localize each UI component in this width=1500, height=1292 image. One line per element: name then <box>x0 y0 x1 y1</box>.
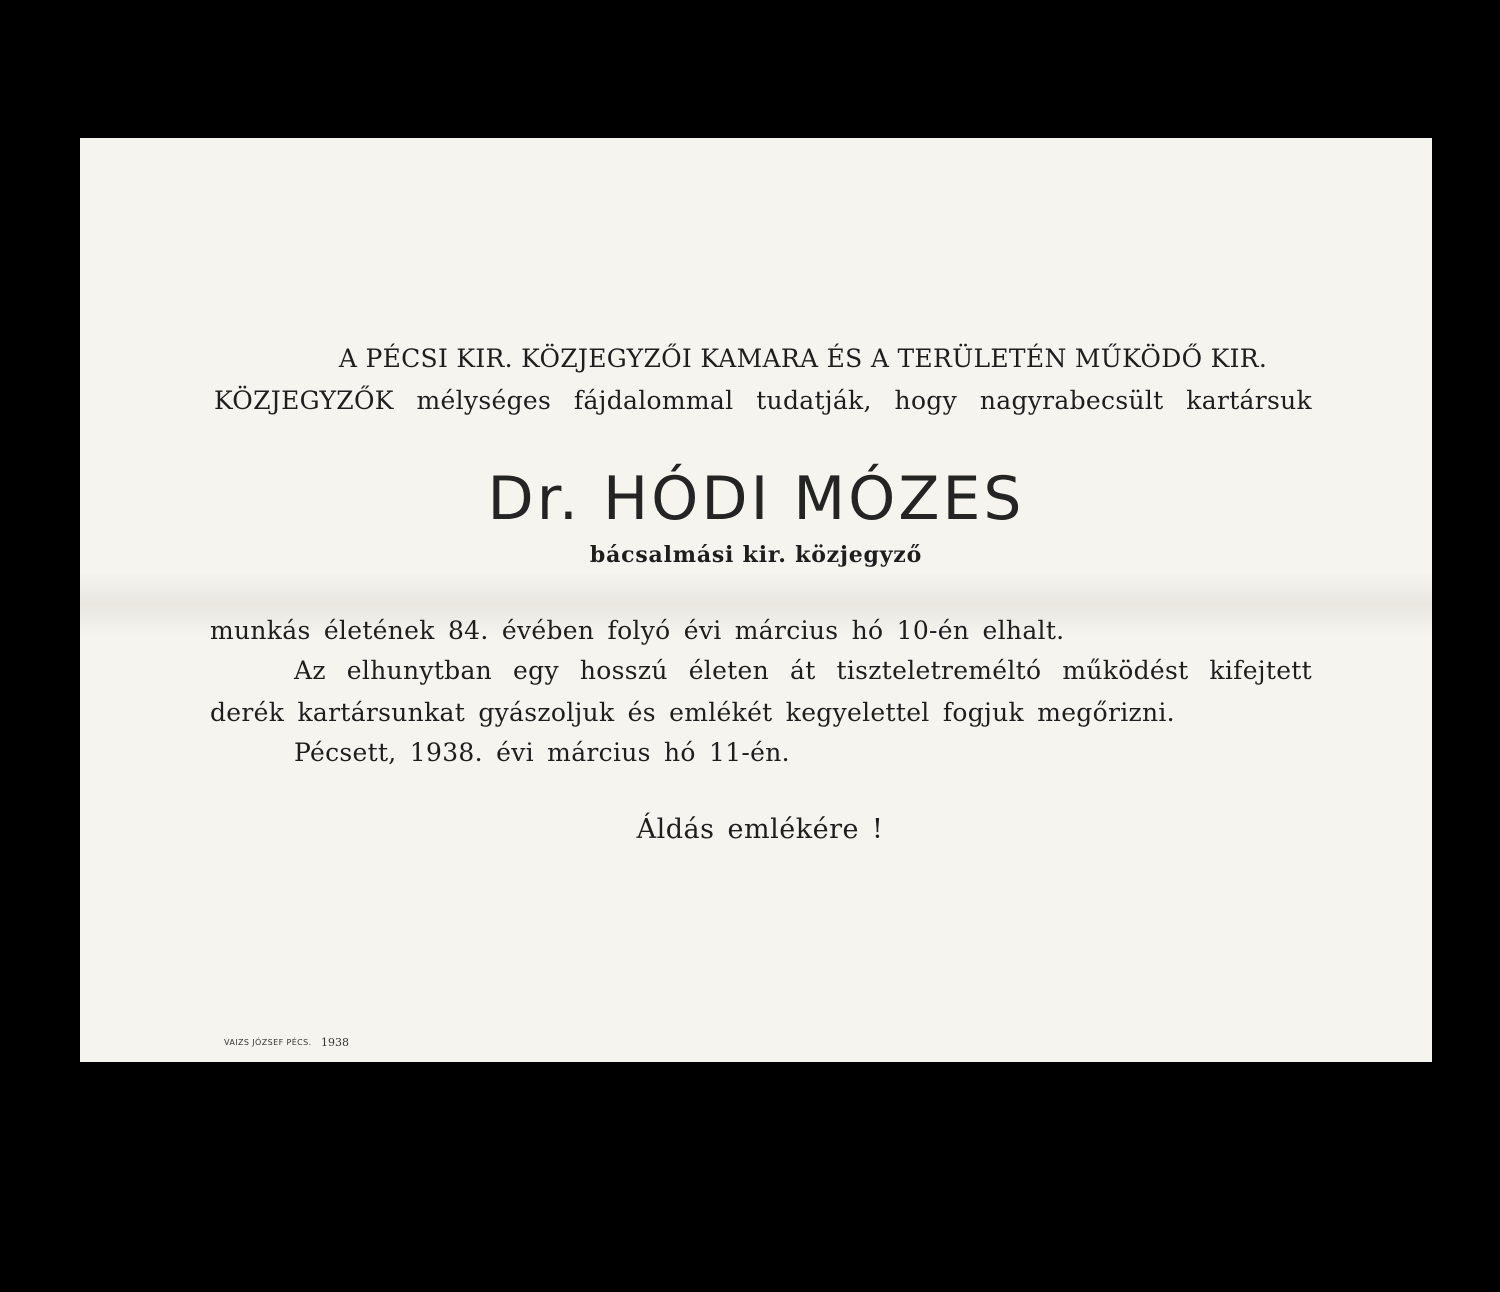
printer-imprint: VAIZS JÓZSEF PÉCS. <box>224 1038 312 1047</box>
place-date-line: Pécsett, 1938. évi március hó 11-én. <box>294 738 790 767</box>
death-notice-card <box>80 138 1432 1062</box>
deceased-title: bácsalmási kir. közjegyző <box>589 542 923 568</box>
blessing-line: Áldás emlékére ! <box>636 814 884 845</box>
intro-line-1: A PÉCSI KIR. KÖZJEGYZŐI KAMARA ÉS A TERÜLETÉN MŰKÖDŐ KIR. <box>338 344 1268 373</box>
body-line-1: munkás életének 84. évében folyó évi március hó 10-én elhalt. <box>210 616 1065 645</box>
deceased-name: Dr. HÓDI MÓZES <box>487 464 1025 534</box>
body-line-2: Az elhunytban egy hosszú életen át tiszteletreméltó működést kifejtett <box>294 656 1312 685</box>
intro-line-2: KÖZJEGYZŐK mélységes fájdalommal tudatják, hogy nagyrabecsült kartársuk <box>214 386 1312 415</box>
body-line-3: derék kartársunkat gyászoljuk és emlékét kegyelettel fogjuk megőrizni. <box>210 698 1175 727</box>
printer-year: 1938 <box>321 1036 349 1049</box>
